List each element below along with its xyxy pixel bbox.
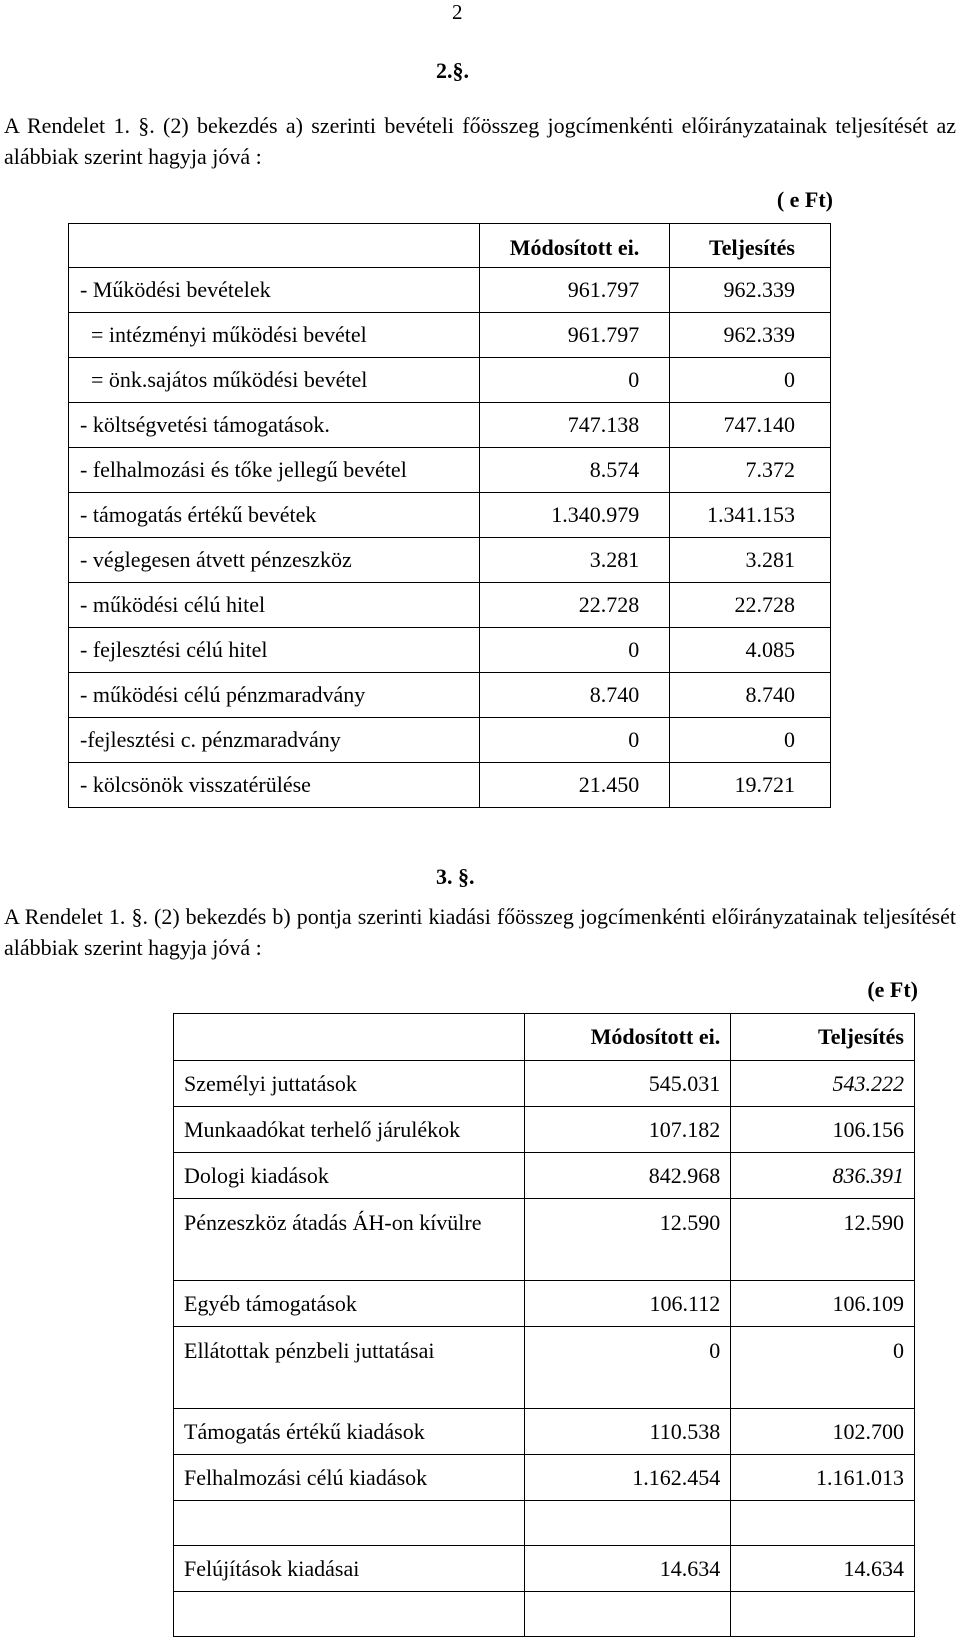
expense-row-empty xyxy=(174,1501,915,1546)
expense-row xyxy=(174,1107,915,1153)
expense-header-label xyxy=(174,1014,525,1061)
revenue-row-label: - felhalmozási és tőke jellegű bevétel xyxy=(69,448,480,493)
expense-table xyxy=(173,1013,915,1637)
section-3-unit: (e Ft) xyxy=(867,977,918,1002)
revenue-row-actual: 8.740 xyxy=(670,673,831,718)
revenue-row-modified: 3.281 xyxy=(480,538,670,583)
expense-row xyxy=(174,1153,915,1199)
expense-row-modified: 14.634 xyxy=(525,1546,731,1592)
revenue-row xyxy=(69,403,831,448)
expense-row-empty xyxy=(174,1592,915,1637)
expense-row-actual: 1.161.013 xyxy=(731,1455,915,1501)
revenue-row-label: = önk.sajátos működési bevétel xyxy=(69,358,480,403)
expense-row-modified xyxy=(525,1501,731,1546)
revenue-row xyxy=(69,313,831,358)
revenue-row-label: - működési célú pénzmaradvány xyxy=(69,673,480,718)
revenue-row-label: - Működési bevételek xyxy=(69,268,480,313)
expense-row xyxy=(174,1327,915,1409)
expense-row xyxy=(174,1409,915,1455)
revenue-row-actual: 7.372 xyxy=(670,448,831,493)
section-2-paragraph: A Rendelet 1. §. (2) bekezdés a) szerinti bevételi főösszeg jogcímenkénti előirányzatainak teljesítését az alábbiak szerint hagyja jóvá : xyxy=(4,113,956,169)
revenue-row xyxy=(69,538,831,583)
expense-row-actual: 836.391 xyxy=(731,1153,915,1199)
expense-row-actual: 106.156 xyxy=(731,1107,915,1153)
revenue-row-label: - véglegesen átvett pénzeszköz xyxy=(69,538,480,583)
revenue-row-actual: 962.339 xyxy=(670,313,831,358)
revenue-row-actual: 0 xyxy=(670,358,831,403)
expense-row-label xyxy=(174,1592,525,1637)
revenue-row-modified: 8.740 xyxy=(480,673,670,718)
expense-row-actual: 102.700 xyxy=(731,1409,915,1455)
expense-row xyxy=(174,1546,915,1592)
revenue-row-modified: 961.797 xyxy=(480,313,670,358)
revenue-row-actual: 0 xyxy=(670,718,831,763)
revenue-row-actual: 4.085 xyxy=(670,628,831,673)
revenue-row-actual: 3.281 xyxy=(670,538,831,583)
expense-row-label: Pénzeszköz átadás ÁH-on kívülre xyxy=(174,1199,525,1281)
section-3-paragraph: A Rendelet 1. §. (2) bekezdés b) pontja szerinti kiadási főösszeg jogcímenkénti előirányzatainak teljesítését alábbiak szerint hagyja jóvá : xyxy=(4,904,956,960)
revenue-row-label: - kölcsönök visszatérülése xyxy=(69,763,480,808)
revenue-row-label: - támogatás értékű bevétek xyxy=(69,493,480,538)
section-2-unit: ( e Ft) xyxy=(776,187,833,212)
expense-row-label: Felhalmozási célú kiadások xyxy=(174,1455,525,1501)
revenue-row-modified: 961.797 xyxy=(480,268,670,313)
revenue-row-label: - fejlesztési célú hitel xyxy=(69,628,480,673)
expense-row-modified: 842.968 xyxy=(525,1153,731,1199)
revenue-row-modified: 0 xyxy=(480,628,670,673)
revenue-header-modified-text: Módosított ei. xyxy=(509,235,640,260)
revenue-row-label: -fejlesztési c. pénzmaradvány xyxy=(69,718,480,763)
expense-row-actual: 12.590 xyxy=(731,1199,915,1281)
expense-row xyxy=(174,1061,915,1107)
revenue-row-label: - költségvetési támogatások. xyxy=(69,403,480,448)
expense-row-modified: 0 xyxy=(525,1327,731,1409)
page-number: 2 xyxy=(452,0,463,24)
revenue-row-modified: 21.450 xyxy=(480,763,670,808)
revenue-row xyxy=(69,358,831,403)
expense-row-label: Támogatás értékű kiadások xyxy=(174,1409,525,1455)
expense-row-modified: 106.112 xyxy=(525,1281,731,1327)
revenue-row xyxy=(69,493,831,538)
revenue-row-actual: 747.140 xyxy=(670,403,831,448)
revenue-row xyxy=(69,628,831,673)
expense-row-modified: 1.162.454 xyxy=(525,1455,731,1501)
revenue-table xyxy=(68,223,831,808)
revenue-row-modified: 1.340.979 xyxy=(480,493,670,538)
revenue-row-modified: 8.574 xyxy=(480,448,670,493)
revenue-row-modified: 747.138 xyxy=(480,403,670,448)
expense-row-actual: 0 xyxy=(731,1327,915,1409)
expense-row-label xyxy=(174,1501,525,1546)
expense-header-modified: Módosított ei. xyxy=(525,1014,731,1061)
expense-row-label: Dologi kiadások xyxy=(174,1153,525,1199)
revenue-row-actual: 962.339 xyxy=(670,268,831,313)
expense-row-actual: 106.109 xyxy=(731,1281,915,1327)
revenue-header-actual: Teljesítés xyxy=(670,224,831,268)
revenue-row xyxy=(69,673,831,718)
expense-row xyxy=(174,1455,915,1501)
revenue-row xyxy=(69,583,831,628)
revenue-row-actual: 19.721 xyxy=(670,763,831,808)
expense-row-actual xyxy=(731,1501,915,1546)
expense-row-label: Felújítások kiadásai xyxy=(174,1546,525,1592)
revenue-row xyxy=(69,763,831,808)
revenue-row-label: = intézményi működési bevétel xyxy=(69,313,480,358)
revenue-row-modified: 0 xyxy=(480,718,670,763)
revenue-row-actual: 22.728 xyxy=(670,583,831,628)
section-2-title: 2.§. xyxy=(436,58,469,83)
expense-row-label: Ellátottak pénzbeli juttatásai xyxy=(174,1327,525,1409)
expense-row-modified xyxy=(525,1592,731,1637)
revenue-row-actual: 1.341.153 xyxy=(670,493,831,538)
expense-row-label: Egyéb támogatások xyxy=(174,1281,525,1327)
revenue-row-label: - működési célú hitel xyxy=(69,583,480,628)
section-3-title: 3. §. xyxy=(436,864,475,889)
expense-row-modified: 12.590 xyxy=(525,1199,731,1281)
revenue-header-label xyxy=(69,224,480,268)
expense-row-actual xyxy=(731,1592,915,1637)
revenue-row-modified: 22.728 xyxy=(480,583,670,628)
expense-row xyxy=(174,1281,915,1327)
revenue-row xyxy=(69,268,831,313)
revenue-header-modified xyxy=(480,224,670,268)
expense-row-label: Munkaadókat terhelő járulékok xyxy=(174,1107,525,1153)
expense-row-actual: 14.634 xyxy=(731,1546,915,1592)
expense-row-modified: 110.538 xyxy=(525,1409,731,1455)
expense-row-modified: 545.031 xyxy=(525,1061,731,1107)
revenue-row-modified: 0 xyxy=(480,358,670,403)
expense-row-label: Személyi juttatások xyxy=(174,1061,525,1107)
expense-row-modified: 107.182 xyxy=(525,1107,731,1153)
expense-row-actual: 543.222 xyxy=(731,1061,915,1107)
revenue-row xyxy=(69,448,831,493)
expense-header-actual: Teljesítés xyxy=(731,1014,915,1061)
expense-row xyxy=(174,1199,915,1281)
revenue-row xyxy=(69,718,831,763)
